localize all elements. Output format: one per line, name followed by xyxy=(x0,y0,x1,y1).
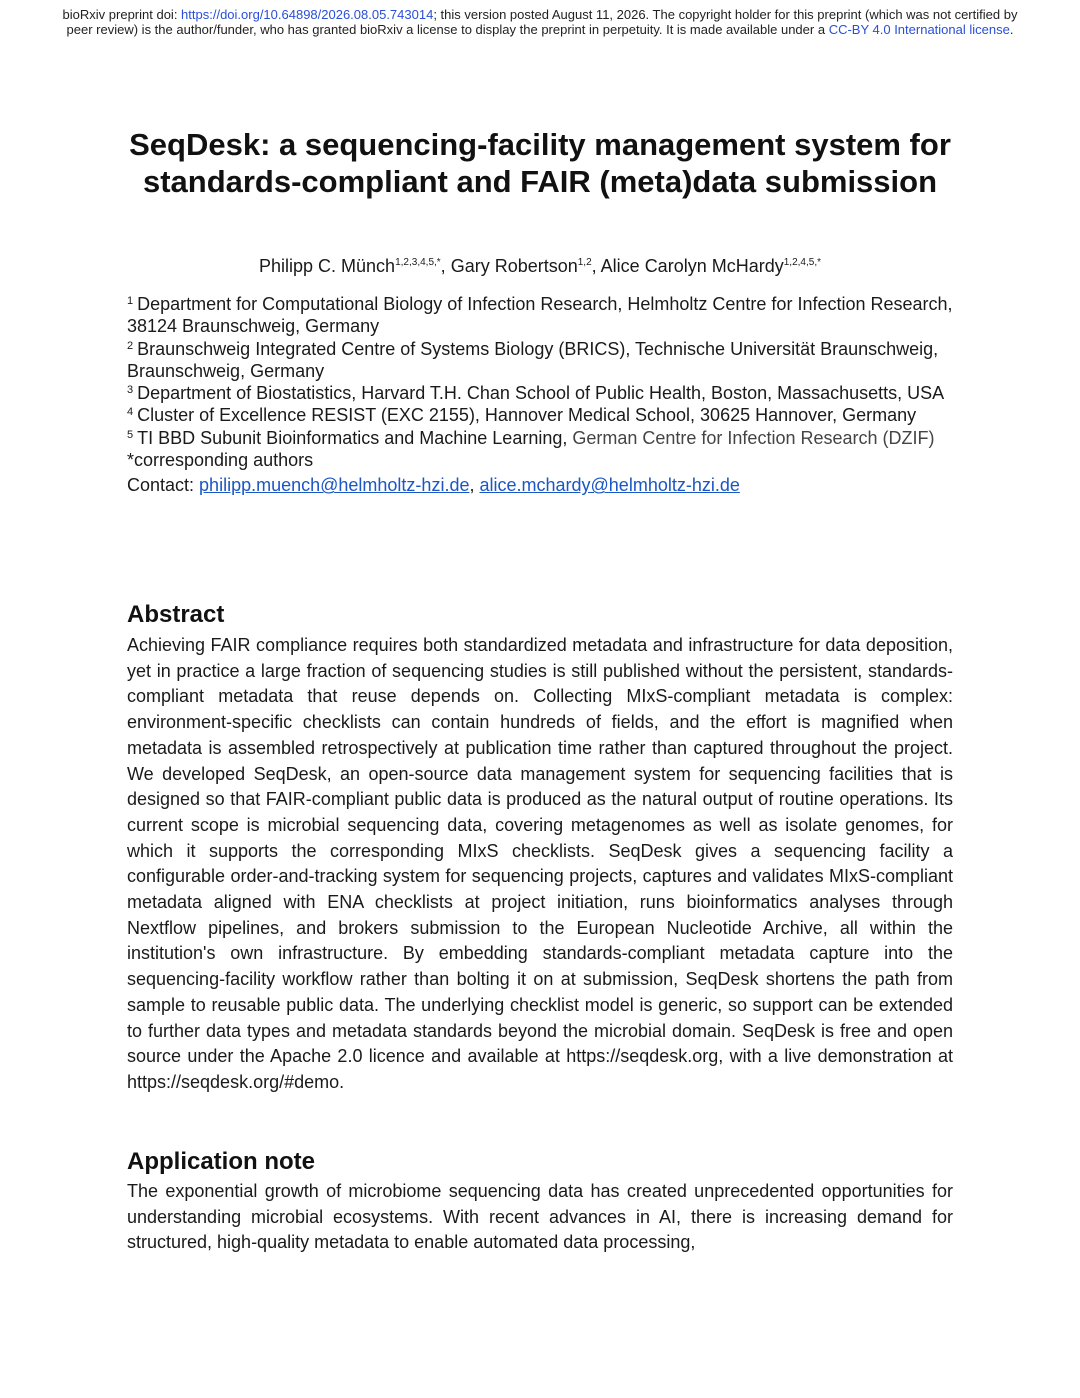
author-list xyxy=(100,254,980,278)
notice-middle: ; this version posted August 11, 2026. The copyright holder for this preprint (which was not certified by peer review) is the author/funder, who has granted bioRxiv a license to display the preprint in perpetuity. It is made available under a xyxy=(66,7,1018,37)
author-affiliation-marks: 1,2 xyxy=(577,257,592,268)
email-link-muench[interactable]: philipp.muench@helmholtz-hzi.de xyxy=(199,475,470,496)
affiliation-text: Braunschweig Integrated Centre of Systems Biology (BRICS), Technische Universität Braunschweig, Braunschweig, Germany xyxy=(127,338,939,381)
corresponding-note: *corresponding authors xyxy=(127,450,314,471)
author-name: Alice Carolyn McHardy xyxy=(600,256,784,276)
preprint-notice xyxy=(60,8,1020,37)
affiliation-2 xyxy=(127,338,957,383)
affiliations-block xyxy=(127,293,957,497)
contact-separator: , xyxy=(469,475,480,496)
affiliation-text: Department for Computational Biology of Infection Research, Helmholtz Centre for Infection Research, 38124 Braunschweig, Germany xyxy=(127,294,953,337)
author-name: Gary Robertson xyxy=(450,256,578,276)
affiliation-text-institution: German Centre for Infection Research (DZIF) xyxy=(572,427,935,448)
abstract-heading: Abstract xyxy=(127,601,225,628)
contact-label: Contact: xyxy=(127,475,200,496)
notice-suffix: . xyxy=(1009,21,1014,37)
contact-line xyxy=(127,474,957,496)
affiliation-1 xyxy=(127,293,957,338)
affiliation-3 xyxy=(127,382,957,404)
affiliation-5 xyxy=(127,427,957,449)
abstract-text: Achieving FAIR compliance requires both standardized metadata and infrastructure for data deposition, yet in practice a large fraction of sequencing studies is still published without the persistent, standards-compliant metadata that reuse depends on. Collecting MIxS-compliant metadata is complex: environment-specific checklists can contain hundreds of fields, and the effort is magnified when metadata is assembled retrospectively at publication time rather than captured throughout the project. We developed SeqDesk, an open-source data management system for sequencing facilities that is designed so that FAIR-compliant public data is produced as the natural output of routine operations. Its current scope is microbial sequencing data, covering metagenomes as well as isolate genomes, for which it supports the corresponding MIxS checklists. SeqDesk gives a sequencing facility a configurable order-and-tracking system for sequencing projects, captures and validates MIxS-compliant metadata aligned with ENA checklists at project initiation, runs bioinformatics analyses through Nextflow pipelines, and brokers submission to the European Nucleotide Archive, all within the institution's own infrastructure. By embedding standards-compliant metadata capture into the sequencing-facility workflow rather than bolting it on at submission, SeqDesk shortens the path from sample to reusable public data. The underlying checklist model is generic, so support can be extended to further data types and metadata standards beyond the microbial domain. SeqDesk is free and open source under the Apache 2.0 licence and available at https://seqdesk.org, with a live demonstration at https://seqdesk.org/#demo. xyxy=(127,635,953,1092)
affiliation-4 xyxy=(127,404,957,426)
author-name: Philipp C. Münch xyxy=(259,256,396,276)
affiliation-number: 1 xyxy=(127,295,134,307)
license-link[interactable]: CC-BY 4.0 International license xyxy=(828,21,1010,37)
affiliation-text: Cluster of Excellence RESIST (EXC 2155), Hannover Medical School, 30625 Hannover, Germany xyxy=(137,405,917,426)
author-separator: , xyxy=(440,256,451,276)
author-affiliation-marks: 1,2,3,4,5,* xyxy=(395,257,441,268)
application-note-text: The exponential growth of microbiome sequencing data has created unprecedented opportunities for understanding microbial ecosystems. With recent advances in AI, there is increasing demand for structured, high-quality metadata to enable automated data processing, xyxy=(127,1181,953,1253)
affiliation-number: 3 xyxy=(127,384,134,397)
paper-title: SeqDesk: a sequencing-facility management system for standards-compliant and FAIR (meta)data submission xyxy=(129,127,951,199)
affiliation-number: 2 xyxy=(127,339,134,352)
author-separator: , xyxy=(591,256,601,276)
email-link-mchardy[interactable]: alice.mchardy@helmholtz-hzi.de xyxy=(479,475,740,496)
notice-prefix: bioRxiv preprint doi: xyxy=(62,7,182,22)
affiliation-text: Department of Biostatistics, Harvard T.H. Chan School of Public Health, Boston, Massachusetts, USA xyxy=(137,383,945,404)
doi-link[interactable]: https://doi.org/10.64898/2026.08.05.743014 xyxy=(181,7,434,22)
affiliation-number: 5 xyxy=(127,428,134,441)
affiliation-text: TI BBD Subunit Bioinformatics and Machine Learning, xyxy=(137,427,573,448)
application-note-heading: Application note xyxy=(127,1148,315,1175)
author-affiliation-marks: 1,2,4,5,* xyxy=(783,257,821,268)
affiliation-number: 4 xyxy=(127,406,134,419)
